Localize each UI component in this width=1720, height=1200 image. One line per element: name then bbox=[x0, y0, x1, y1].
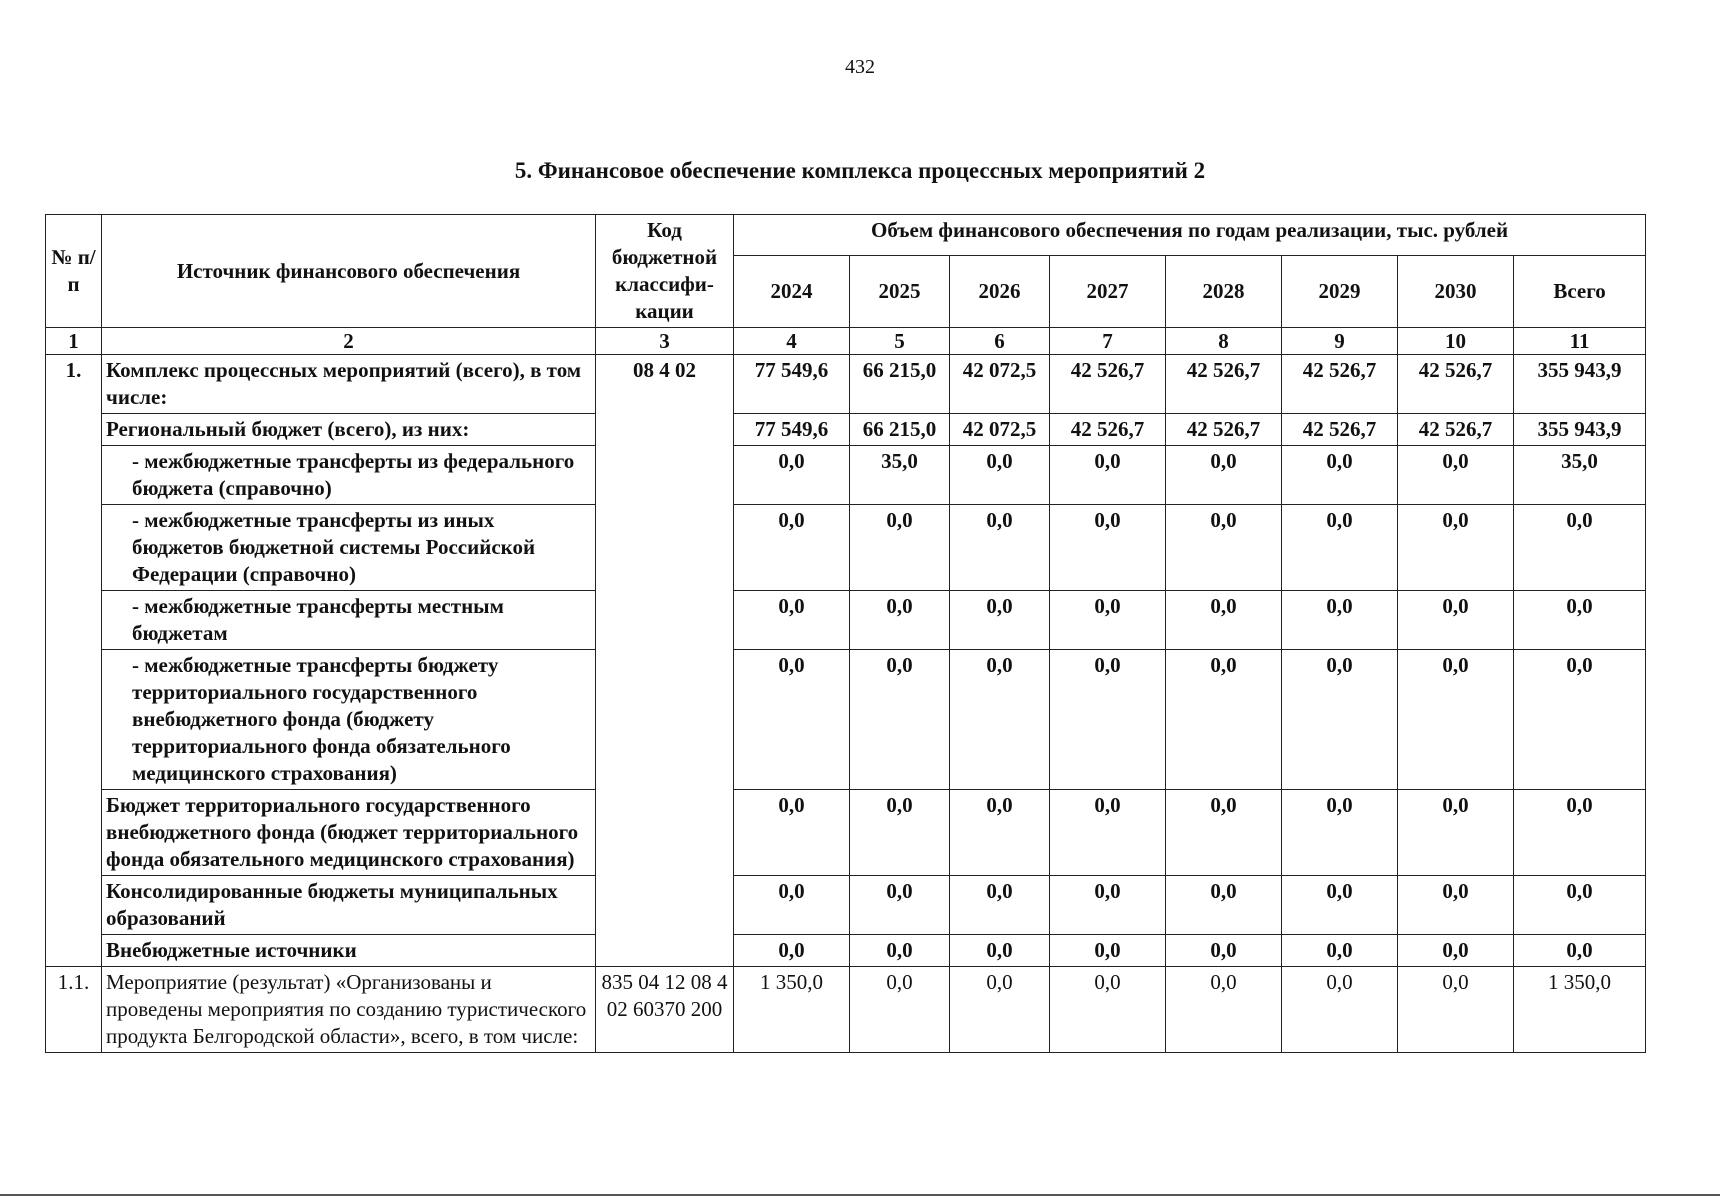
value-cell: 42 526,7 bbox=[1050, 355, 1166, 414]
header-year: 2024 bbox=[734, 256, 850, 328]
value-cell: 0,0 bbox=[1282, 935, 1398, 967]
value-cell: 0,0 bbox=[1166, 505, 1282, 591]
table-row bbox=[46, 790, 1646, 876]
value-cell: 1 350,0 bbox=[1514, 967, 1646, 1053]
value-cell: 42 526,7 bbox=[1282, 414, 1398, 446]
value-cell: 0,0 bbox=[1514, 650, 1646, 790]
value-cell: 0,0 bbox=[1050, 650, 1166, 790]
header-year: 2026 bbox=[950, 256, 1050, 328]
value-cell: 0,0 bbox=[1514, 505, 1646, 591]
column-number: 3 bbox=[596, 328, 734, 355]
value-cell: 0,0 bbox=[1166, 591, 1282, 650]
value-cell: 0,0 bbox=[734, 650, 850, 790]
row-source: Консолидированные бюджеты муниципальных образований bbox=[102, 876, 596, 935]
row-source: - межбюджетные трансферты из федерального бюджета (справочно) bbox=[102, 446, 596, 505]
table-row bbox=[46, 876, 1646, 935]
row-source: Комплекс процессных мероприятий (всего), в том числе: bbox=[102, 355, 596, 414]
value-cell: 0,0 bbox=[1398, 505, 1514, 591]
value-cell: 0,0 bbox=[734, 935, 850, 967]
value-cell: 0,0 bbox=[1282, 790, 1398, 876]
value-cell: 0,0 bbox=[850, 591, 950, 650]
value-cell: 0,0 bbox=[1398, 967, 1514, 1053]
row-code: 08 4 02 bbox=[596, 355, 734, 967]
column-number: 1 bbox=[46, 328, 102, 355]
value-cell: 0,0 bbox=[950, 967, 1050, 1053]
value-cell: 0,0 bbox=[1398, 935, 1514, 967]
value-cell: 0,0 bbox=[850, 790, 950, 876]
value-cell: 0,0 bbox=[1050, 591, 1166, 650]
value-cell: 0,0 bbox=[850, 876, 950, 935]
header-no: № п/п bbox=[46, 215, 102, 328]
value-cell: 0,0 bbox=[1166, 935, 1282, 967]
row-code: 835 04 12 08 4 02 60370 200 bbox=[596, 967, 734, 1053]
value-cell: 0,0 bbox=[734, 876, 850, 935]
header-row-1 bbox=[46, 215, 1646, 256]
header-year: 2030 bbox=[1398, 256, 1514, 328]
value-cell: 0,0 bbox=[734, 591, 850, 650]
value-cell: 0,0 bbox=[850, 505, 950, 591]
value-cell: 0,0 bbox=[1166, 967, 1282, 1053]
value-cell: 0,0 bbox=[1050, 935, 1166, 967]
value-cell: 0,0 bbox=[950, 650, 1050, 790]
header-year: 2028 bbox=[1166, 256, 1282, 328]
page-number: 432 bbox=[845, 56, 875, 78]
value-cell: 0,0 bbox=[1282, 591, 1398, 650]
value-cell: 0,0 bbox=[950, 591, 1050, 650]
column-number: 7 bbox=[1050, 328, 1166, 355]
value-cell: 0,0 bbox=[1398, 650, 1514, 790]
header-year: 2027 bbox=[1050, 256, 1166, 328]
column-number-row bbox=[46, 328, 1646, 355]
value-cell: 0,0 bbox=[850, 967, 950, 1053]
value-cell: 42 526,7 bbox=[1166, 414, 1282, 446]
column-number: 6 bbox=[950, 328, 1050, 355]
row-number: 1. bbox=[46, 355, 102, 967]
column-number: 11 bbox=[1514, 328, 1646, 355]
value-cell: 0,0 bbox=[1398, 591, 1514, 650]
value-cell: 0,0 bbox=[1514, 876, 1646, 935]
value-cell: 0,0 bbox=[1398, 446, 1514, 505]
value-cell: 0,0 bbox=[1050, 790, 1166, 876]
value-cell: 0,0 bbox=[1514, 591, 1646, 650]
table-row bbox=[46, 650, 1646, 790]
row-source: Бюджет территориального государственного внебюджетного фонда (бюджет территориального фонда обязательного медицинского страхования) bbox=[102, 790, 596, 876]
financing-table bbox=[45, 214, 1646, 1053]
header-total: Всего bbox=[1514, 256, 1646, 328]
page-title: 5. Финансовое обеспечение комплекса процессных мероприятий 2 bbox=[514, 158, 1206, 183]
row-source: Региональный бюджет (всего), из них: bbox=[102, 414, 596, 446]
row-number: 1.1. bbox=[46, 967, 102, 1053]
value-cell: 0,0 bbox=[1166, 650, 1282, 790]
header-code: Код бюджетной классифи-кации bbox=[596, 215, 734, 328]
table-row bbox=[46, 967, 1646, 1053]
value-cell: 0,0 bbox=[950, 505, 1050, 591]
table-row bbox=[46, 355, 1646, 414]
value-cell: 35,0 bbox=[850, 446, 950, 505]
header-volume-group: Объем финансового обеспечения по годам реализации, тыс. рублей bbox=[734, 215, 1646, 256]
table-row bbox=[46, 591, 1646, 650]
value-cell: 0,0 bbox=[1514, 935, 1646, 967]
column-number: 5 bbox=[850, 328, 950, 355]
value-cell: 0,0 bbox=[1166, 876, 1282, 935]
value-cell: 355 943,9 bbox=[1514, 414, 1646, 446]
value-cell: 35,0 bbox=[1514, 446, 1646, 505]
column-number: 10 bbox=[1398, 328, 1514, 355]
value-cell: 0,0 bbox=[1398, 876, 1514, 935]
value-cell: 42 526,7 bbox=[1282, 355, 1398, 414]
value-cell: 42 072,5 bbox=[950, 414, 1050, 446]
value-cell: 0,0 bbox=[1050, 446, 1166, 505]
value-cell: 0,0 bbox=[1398, 790, 1514, 876]
table-row bbox=[46, 414, 1646, 446]
value-cell: 0,0 bbox=[1166, 446, 1282, 505]
header-year: 2025 bbox=[850, 256, 950, 328]
table-row bbox=[46, 505, 1646, 591]
value-cell: 0,0 bbox=[1514, 790, 1646, 876]
value-cell: 0,0 bbox=[1166, 790, 1282, 876]
column-number: 8 bbox=[1166, 328, 1282, 355]
value-cell: 0,0 bbox=[850, 935, 950, 967]
column-number: 9 bbox=[1282, 328, 1398, 355]
header-year: 2029 bbox=[1282, 256, 1398, 328]
value-cell: 355 943,9 bbox=[1514, 355, 1646, 414]
value-cell: 0,0 bbox=[850, 650, 950, 790]
value-cell: 42 526,7 bbox=[1398, 414, 1514, 446]
value-cell: 0,0 bbox=[734, 505, 850, 591]
row-source: - межбюджетные трансферты бюджету территориального государственного внебюджетного фонда (бюджету территориального фонда обязательного медицинского страхования) bbox=[102, 650, 596, 790]
value-cell: 77 549,6 bbox=[734, 414, 850, 446]
row-source: Внебюджетные источники bbox=[102, 935, 596, 967]
value-cell: 1 350,0 bbox=[734, 967, 850, 1053]
value-cell: 0,0 bbox=[950, 446, 1050, 505]
value-cell: 42 526,7 bbox=[1050, 414, 1166, 446]
value-cell: 42 072,5 bbox=[950, 355, 1050, 414]
column-number: 4 bbox=[734, 328, 850, 355]
page-bottom-rule bbox=[0, 1194, 1720, 1196]
value-cell: 0,0 bbox=[1050, 967, 1166, 1053]
value-cell: 0,0 bbox=[950, 935, 1050, 967]
value-cell: 0,0 bbox=[734, 446, 850, 505]
value-cell: 0,0 bbox=[1050, 505, 1166, 591]
value-cell: 0,0 bbox=[734, 790, 850, 876]
value-cell: 0,0 bbox=[1050, 876, 1166, 935]
value-cell: 0,0 bbox=[1282, 505, 1398, 591]
value-cell: 0,0 bbox=[1282, 967, 1398, 1053]
table-row bbox=[46, 935, 1646, 967]
row-source: Мероприятие (результат) «Организованы и проведены мероприятия по созданию туристического продукта Белгородской области», всего, в том числе: bbox=[102, 967, 596, 1053]
value-cell: 0,0 bbox=[950, 876, 1050, 935]
value-cell: 0,0 bbox=[1282, 650, 1398, 790]
value-cell: 0,0 bbox=[1282, 446, 1398, 505]
value-cell: 66 215,0 bbox=[850, 414, 950, 446]
value-cell: 77 549,6 bbox=[734, 355, 850, 414]
row-source: - межбюджетные трансферты местным бюджетам bbox=[102, 591, 596, 650]
header-source: Источник финансового обеспечения bbox=[102, 215, 596, 328]
value-cell: 42 526,7 bbox=[1166, 355, 1282, 414]
row-source: - межбюджетные трансферты из иных бюджетов бюджетной системы Российской Федерации (справочно) bbox=[102, 505, 596, 591]
value-cell: 0,0 bbox=[1282, 876, 1398, 935]
column-number: 2 bbox=[102, 328, 596, 355]
value-cell: 42 526,7 bbox=[1398, 355, 1514, 414]
value-cell: 0,0 bbox=[950, 790, 1050, 876]
value-cell: 66 215,0 bbox=[850, 355, 950, 414]
table-row bbox=[46, 446, 1646, 505]
